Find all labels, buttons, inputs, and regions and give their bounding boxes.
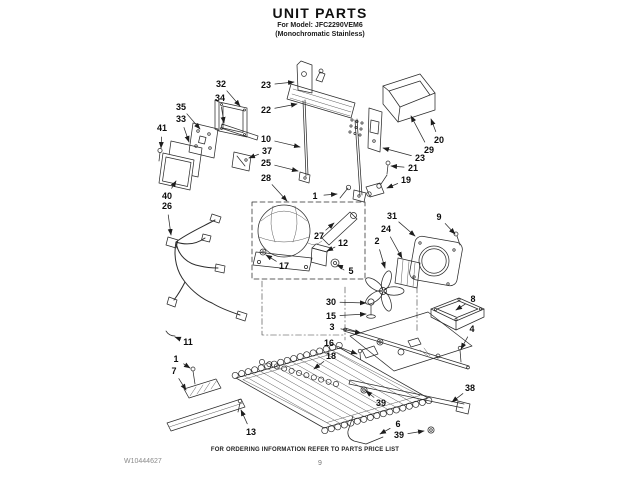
svg-text:6: 6 (395, 419, 401, 429)
svg-text:33: 33 (175, 114, 187, 124)
svg-text:27: 27 (313, 231, 325, 241)
svg-text:2: 2 (374, 236, 380, 246)
svg-text:24: 24 (380, 224, 392, 234)
svg-text:23: 23 (260, 80, 272, 90)
svg-text:13: 13 (245, 427, 257, 437)
svg-text:38: 38 (464, 383, 476, 393)
svg-text:31: 31 (386, 211, 398, 221)
svg-text:12: 12 (337, 238, 349, 248)
svg-text:28: 28 (260, 173, 272, 183)
svg-text:41: 41 (156, 123, 168, 133)
assembly-guide-lines (262, 281, 417, 340)
side-panel-drawing (368, 108, 382, 152)
svg-text:10: 10 (260, 134, 272, 144)
base-plate-drawing (344, 299, 475, 371)
page-title: UNIT PARTS (272, 5, 368, 21)
condenser-drawing (287, 69, 366, 202)
svg-text:11: 11 (183, 337, 193, 347)
svg-text:16: 16 (323, 338, 335, 348)
document-number: W10444627 (124, 458, 162, 465)
rear-cover-drawing (383, 74, 435, 122)
tube-clip-drawing (348, 416, 383, 444)
terminal-cover-drawing (232, 152, 251, 171)
svg-text:19: 19 (400, 175, 412, 185)
svg-text:34: 34 (214, 93, 226, 103)
svg-text:26: 26 (161, 201, 173, 211)
svg-text:21: 21 (407, 163, 419, 173)
svg-text:23: 23 (414, 153, 426, 163)
control-board-drawing (189, 123, 218, 158)
model-line: For Model: JFC2290VEM6 (277, 22, 363, 30)
svg-text:5: 5 (348, 266, 354, 276)
svg-text:7: 7 (171, 366, 177, 376)
svg-text:20: 20 (433, 135, 445, 145)
page-number: 9 (318, 460, 322, 467)
svg-text:1: 1 (173, 354, 179, 364)
svg-text:4: 4 (469, 324, 475, 334)
wire-harness-drawing (166, 214, 247, 336)
svg-text:18: 18 (325, 351, 337, 361)
svg-text:37: 37 (261, 146, 273, 156)
cover-plate-drawing (158, 141, 202, 190)
svg-text:1: 1 (312, 191, 318, 201)
svg-text:17: 17 (278, 261, 290, 271)
control-box-drawing (215, 100, 258, 140)
mounting-tray-drawing (431, 298, 484, 330)
wire-tie-drawing (166, 331, 175, 336)
svg-text:39: 39 (393, 430, 405, 440)
svg-text:39: 39 (375, 398, 387, 408)
svg-text:25: 25 (260, 158, 272, 168)
svg-text:9: 9 (436, 212, 442, 222)
fan-blade-drawing (364, 270, 404, 313)
svg-text:22: 22 (260, 105, 272, 115)
fan-motor-drawing (395, 258, 420, 288)
svg-text:32: 32 (215, 79, 227, 89)
svg-text:3: 3 (329, 322, 335, 332)
svg-text:8: 8 (470, 294, 476, 304)
svg-text:35: 35 (175, 102, 187, 112)
fan-shroud-drawing (409, 235, 464, 287)
front-rail-drawing (167, 367, 245, 431)
svg-text:29: 29 (423, 145, 435, 155)
svg-text:40: 40 (161, 191, 173, 201)
svg-text:30: 30 (325, 297, 337, 307)
svg-text:15: 15 (325, 311, 337, 321)
ordering-note: FOR ORDERING INFORMATION REFER TO PARTS PRICE LIST (210, 447, 400, 453)
finish-line: (Monochromatic Stainless) (275, 31, 365, 39)
